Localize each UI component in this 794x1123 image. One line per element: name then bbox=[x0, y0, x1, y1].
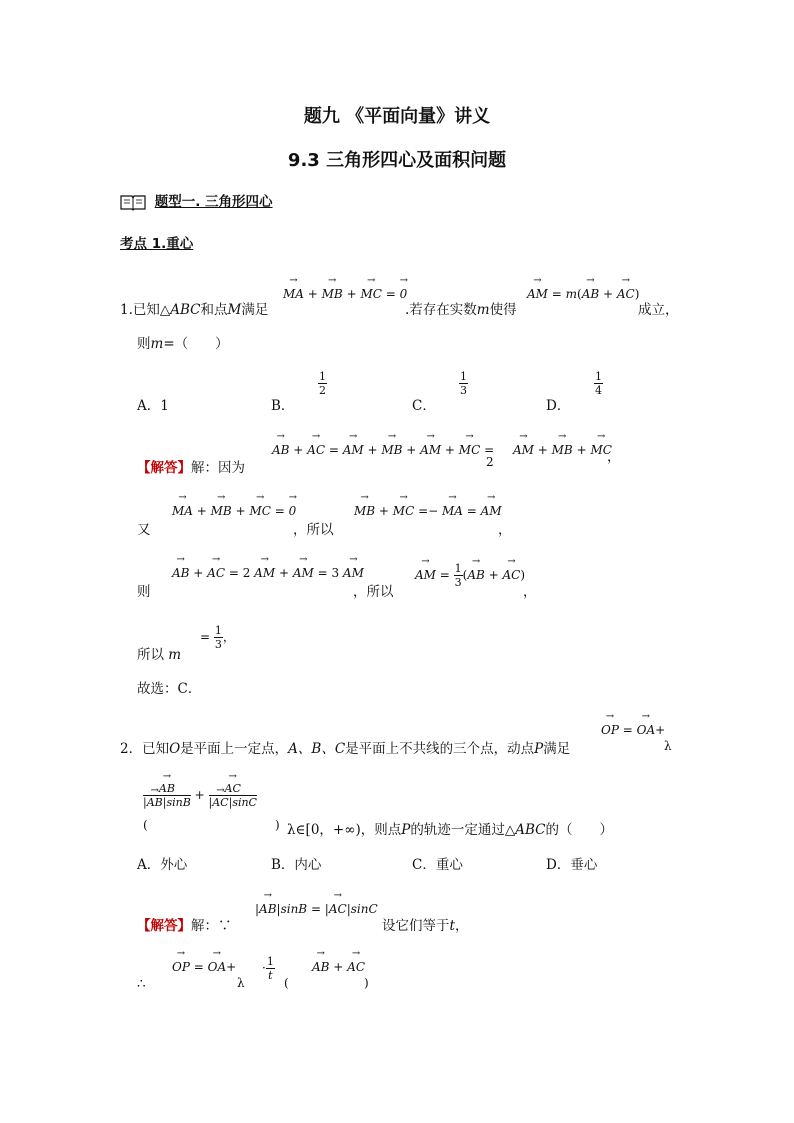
q2-formula-op: → OP = → OA+ bbox=[601, 723, 665, 737]
q2-fraction-formula: → $\frac{AB}{|\to AB|\sin B}$ + → $\frac{AC}{|\to AC|\sin C}$ bbox=[143, 782, 257, 809]
a1-formula1: → AB + → AC = → AM + → MB + → AM + → MC = bbox=[272, 443, 494, 457]
q1-option-c: C． bbox=[412, 398, 436, 414]
a1-formula5: → AM = $\frac{1}{3}$ (→ AB + → AC) bbox=[415, 562, 525, 589]
page-title: 题九 《平面向量》讲义 bbox=[303, 106, 491, 127]
q1-option-d: D． bbox=[546, 398, 571, 414]
a1-formula6: = $\frac{1}{3}$ ， bbox=[200, 624, 235, 651]
a1-line2b: ，所以 bbox=[293, 522, 334, 538]
a2-frac: · $\frac{1}{t}$ bbox=[262, 955, 274, 982]
q1-line1: 1.已知△ABC和点M满足 bbox=[120, 302, 269, 318]
q2-paren-open: ( bbox=[143, 818, 148, 832]
q1-option-d-frac: $\frac{1}{4}$ bbox=[595, 370, 602, 397]
a2-formula-op: → OP = → OA+ bbox=[172, 960, 236, 974]
q1-suffix: 成立， bbox=[638, 302, 679, 318]
a1-line1: 【解答】解：因为 bbox=[137, 460, 245, 476]
a2-line1b: 设它们等于t， bbox=[382, 918, 469, 934]
a1-formula3: → MB + → MC =− → MA = → AM bbox=[354, 504, 502, 518]
q1-condition-formula: → MA + → MB + → MC = → 0 bbox=[283, 287, 407, 301]
q1-formula-am: → AM = m(→ AB + → AC) bbox=[527, 287, 639, 301]
a2-therefore: ∴ bbox=[137, 976, 146, 992]
a1-comma3: ， bbox=[523, 584, 537, 600]
a1-formula4: → AB + → AC = 2 → AM + → AM = 3 → AM bbox=[172, 566, 364, 580]
a1-formula2: → MA + → MB + → MC = → 0 bbox=[172, 504, 296, 518]
q2-option-c: C．重心 bbox=[412, 857, 463, 873]
a1-line3: 则 bbox=[137, 584, 151, 600]
q2-line1: 2．已知O是平面上一定点，A、B、C是平面上不共线的三个点，动点P满足 bbox=[120, 741, 571, 757]
q1-option-b-frac: $\frac{1}{2}$ bbox=[319, 370, 326, 397]
section-label: 题型一. 三角形四心 bbox=[154, 194, 273, 210]
q2-line2: λ∈[0，+∞)，则点P的轨迹一定通过△ABC的（ ） bbox=[287, 822, 613, 838]
section-heading bbox=[120, 190, 273, 210]
q2-paren-close: ) bbox=[275, 818, 280, 832]
a2-formula-sum: → AB + → AC bbox=[312, 960, 365, 974]
a1-line2: 又 bbox=[137, 522, 151, 538]
q2-option-b: B．内心 bbox=[271, 857, 322, 873]
page-subtitle: 9.3 三角形四心及面积问题 bbox=[287, 150, 507, 171]
point-heading: 考点 1.重心 bbox=[120, 236, 194, 252]
a1-formula1-num: 2 bbox=[486, 455, 494, 469]
q1-option-c-frac: $\frac{1}{3}$ bbox=[460, 370, 467, 397]
q2-option-d: D．垂心 bbox=[546, 857, 598, 873]
book-icon bbox=[120, 194, 146, 210]
q2-option-a: A．外心 bbox=[137, 857, 188, 873]
q1-line1b: .若存在实数m使得 bbox=[405, 302, 517, 318]
a1-line5: 故选：C． bbox=[137, 681, 202, 697]
a1-line3b: ，所以 bbox=[353, 584, 394, 600]
a2-line1: 【解答】解：∵ bbox=[137, 918, 232, 934]
a1-line4: 所以 m bbox=[137, 647, 182, 663]
a1-comma2: ， bbox=[498, 522, 512, 538]
a1-formula1b: → AM + → MB + → MC bbox=[513, 443, 607, 457]
q2-lambda: λ bbox=[664, 739, 672, 753]
a2-paren-close: ) bbox=[364, 976, 369, 990]
a2-paren-open: ( bbox=[284, 976, 289, 990]
a1-comma1: ， bbox=[607, 449, 621, 465]
q1-line2: 则m=（ ） bbox=[137, 336, 229, 352]
q1-option-a: A．1 bbox=[137, 398, 169, 414]
a2-lambda: λ bbox=[237, 976, 245, 990]
a2-formula1: |→ AB|sinB = |→ AC|sinC bbox=[255, 902, 378, 916]
q1-option-b: B． bbox=[271, 398, 295, 414]
